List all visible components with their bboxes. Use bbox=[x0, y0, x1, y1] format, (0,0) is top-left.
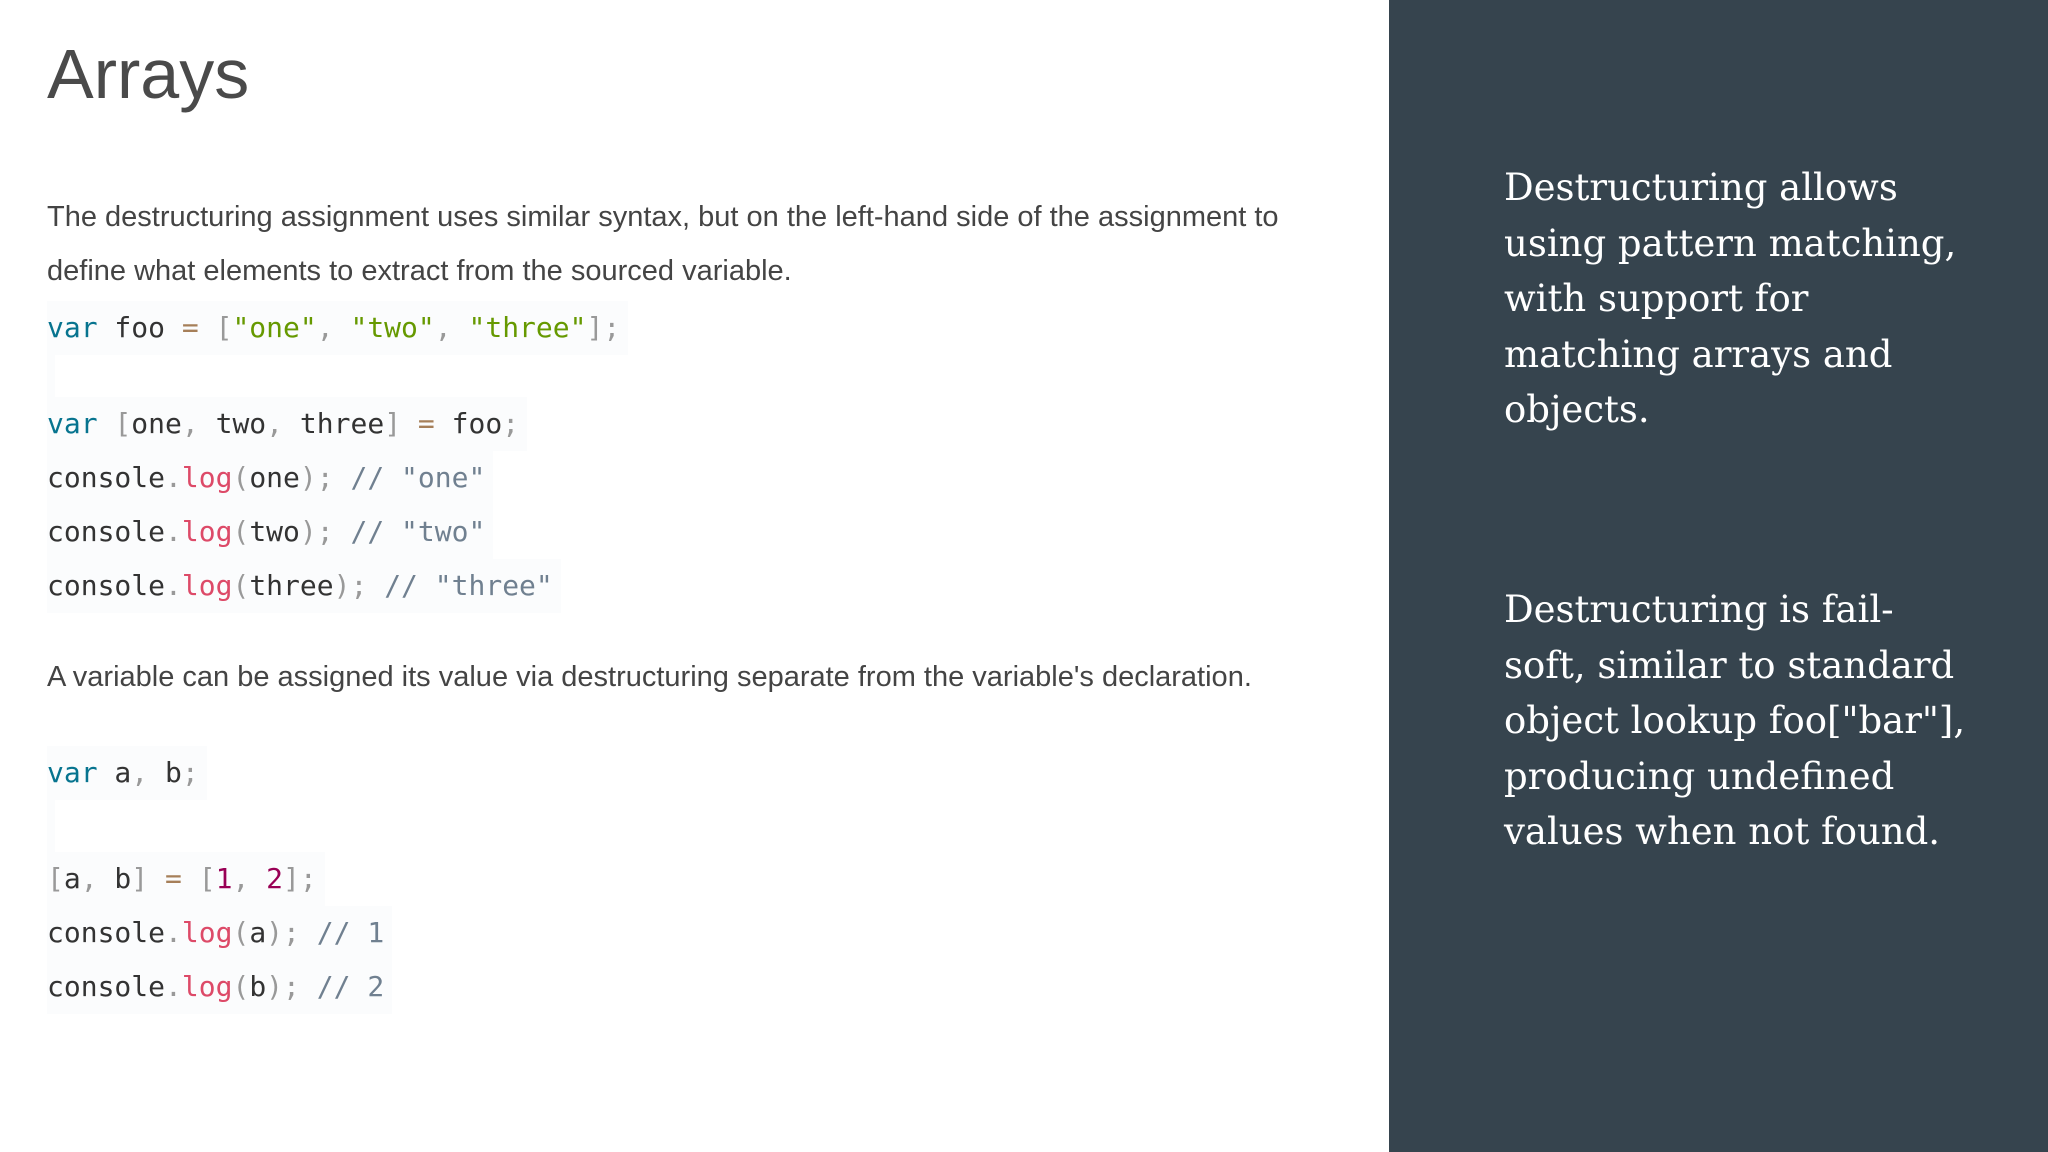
slide-title: Arrays bbox=[47, 35, 250, 113]
code-line-log-two: console.log(two); // "two" bbox=[47, 505, 493, 559]
code-line-assign-ab: [a, b] = [1, 2]; bbox=[47, 852, 325, 906]
code-line-var-ab: var a, b; bbox=[47, 746, 207, 800]
code-line-log-three: console.log(three); // "three" bbox=[47, 559, 561, 613]
sidebar-note-pattern-matching: Destructuring allows using pattern matching, with support for matching arrays and objects. bbox=[1504, 166, 1957, 431]
code-block-separate-assignment bbox=[47, 746, 392, 1014]
code-block-array-destructuring bbox=[47, 301, 628, 613]
separate-declaration-paragraph: A variable can be assigned its value via destructuring separate from the variable's declaration. bbox=[47, 661, 1252, 693]
speaker-notes-sidebar bbox=[1389, 0, 2048, 1152]
code-blank-line bbox=[47, 800, 55, 852]
intro-paragraph: The destructuring assignment uses similar syntax, but on the left-hand side of the assignment to define what elements to extract from the sourced variable. bbox=[47, 201, 1279, 287]
code-line-log-a: console.log(a); // 1 bbox=[47, 906, 392, 960]
code-line-log-one: console.log(one); // "one" bbox=[47, 451, 493, 505]
code-line-destructure: var [one, two, three] = foo; bbox=[47, 397, 527, 451]
code-line-var-foo: var foo = ["one", "two", "three"]; bbox=[47, 301, 628, 355]
sidebar-note-fail-soft: Destructuring is fail-soft, similar to standard object lookup foo["bar"], producing undefined values when not found. bbox=[1504, 588, 1966, 853]
code-line-log-b: console.log(b); // 2 bbox=[47, 960, 392, 1014]
code-blank-line bbox=[47, 355, 55, 397]
